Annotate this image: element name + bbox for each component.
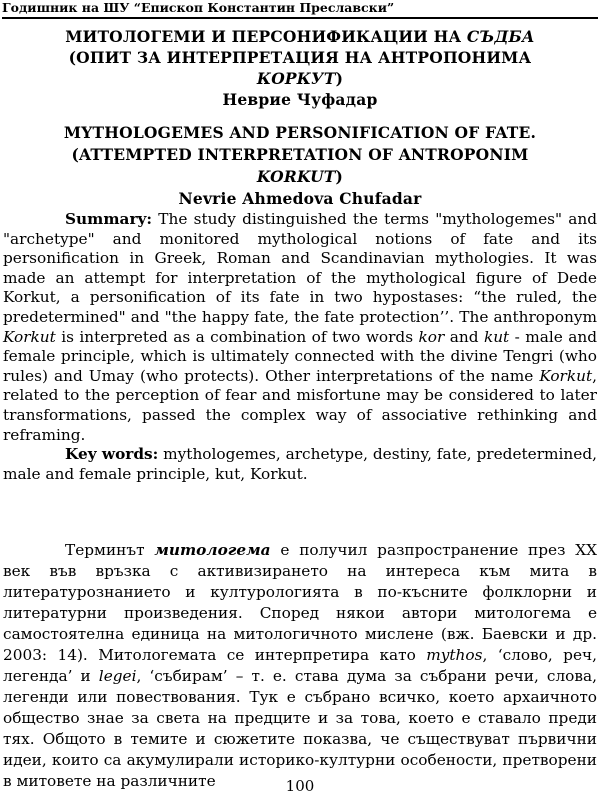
summary-paragraph: Summary: The study distinguished the terms "mythologemes" and "archetype" and monitored mythological notions of fate and its personification in Greek, Roman and Scandinavian mythologies. It was made an attempt for interpretation of the mythological figure of Dede Korkut, a personification of its fate in two hypostases: “the ruled, the predetermined" and "the happy fate, the fate protection’’. The anthroponym Korkut is interpreted as a combination of two words kor and kut - male and female principle, which is ultimately connected with the divine Tengri (who rules) and Umay (who protects). Other interpretations of the name Korkut, related to the perception of fear and misfortune may be considered to later transformations, passed the complex way of associative rethinking and reframing. <box>3 210 597 444</box>
body-paragraph: Терминът митологема е получил разпространение през XX век във връзка с активизирането на интереса към мита в литературознанието и културологията в по-късните фолклорни и литературни произведения. Според някои автори митологема е самостоятелна единица на митологичното мислене (вж. Баевски и др. 2003: 14). Митологемата се интерпретира като mythos, ‘слово, реч, легенда’ и legei, ‘събирам’ – т. е. става дума за събрани речи, слова, легенди или повествования. Тук е събрано всичко, което архаичното общество знае за света на предците и за това, което е ставало преди тях. Общото в темите и сюжетите показва, че съществуват първични идеи, които са акумулирали историко-културни особености, претворени в митовете на различните <box>3 541 597 790</box>
bulgarian-title-line-1: МИТОЛОГЕМИ И ПЕРСОНИФИКАЦИИ НА СЪДБА <box>65 27 535 46</box>
running-head: Годишник на ШУ “Епископ Константин Преславски” <box>2 0 598 19</box>
keywords-label: Key words: <box>65 445 159 464</box>
summary-label: Summary: <box>65 210 153 228</box>
english-title-line-1: MYTHOLOGEMES AND PERSONIFICATION OF FATE. <box>63 123 537 142</box>
english-title-line-2: (ATTEMPTED INTERPRETATION OF ANTROPONIM <box>71 145 529 164</box>
bulgarian-title-line-3: КОРКУТ) <box>256 69 344 88</box>
english-title-line-3: KORKUT) <box>256 167 344 186</box>
english-title-block <box>0 122 600 209</box>
main-body-section <box>3 540 597 792</box>
page-number: 100 <box>285 777 315 795</box>
keywords-paragraph: Key words: mythologemes, archetype, destiny, fate, predetermined, male and female principle, kut, Korkut. <box>3 445 597 483</box>
abstract-section <box>3 210 597 484</box>
bulgarian-title-line-2: (ОПИТ ЗА ИНТЕРПРЕТАЦИЯ НА АНТРОПОНИМА <box>68 48 532 67</box>
english-author: Nevrie Ahmedova Chufadar <box>178 189 422 208</box>
bulgarian-title-block <box>0 26 600 110</box>
bulgarian-author: Неврие Чуфадар <box>222 90 378 109</box>
